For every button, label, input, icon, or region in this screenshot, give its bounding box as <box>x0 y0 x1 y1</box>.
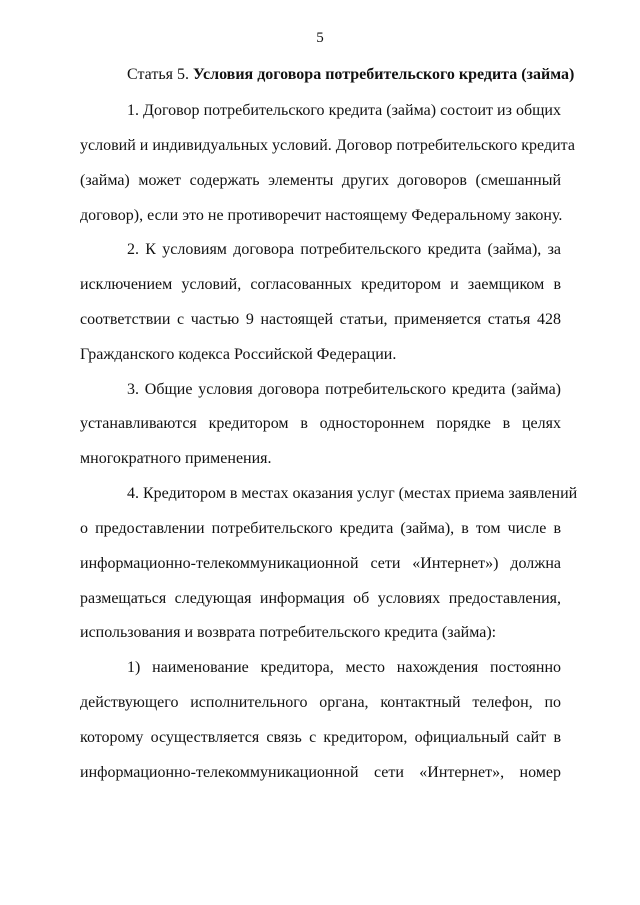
paragraph-3-line-2: устанавливаются кредитором в одностороннем порядке в целях <box>80 415 561 432</box>
paragraph-2-line-1: 2. К условиям договора потребительского кредита (займа), за <box>127 241 561 258</box>
item-1-line-4: информационно-телекоммуникационной сети «Интернет», номер <box>80 764 561 781</box>
paragraph-1-line-3: (займа) может содержать элементы других договоров (смешанный <box>80 172 561 189</box>
paragraph-1-line-2: условий и индивидуальных условий. Договор потребительского кредита <box>80 137 575 154</box>
article-heading <box>127 66 574 84</box>
paragraph-4-line-1: 4. Кредитором в местах оказания услуг (местах приема заявлений <box>127 485 578 502</box>
paragraph-4-line-4: размещаться следующая информация об условиях предоставления, <box>80 590 561 607</box>
item-1-line-1: 1) наименование кредитора, место нахождения постоянно <box>127 659 561 676</box>
paragraph-1-line-4: договор), если это не противоречит настоящему Федеральному закону. <box>80 207 563 224</box>
paragraph-3-line-3: многократного применения. <box>80 450 272 467</box>
paragraph-1-line-1: 1. Договор потребительского кредита (займа) состоит из общих <box>127 102 561 119</box>
paragraph-4-line-3: информационно-телекоммуникационной сети «Интернет») должна <box>80 555 561 572</box>
paragraph-4-line-5: использования и возврата потребительского кредита (займа): <box>80 624 497 641</box>
paragraph-2-line-2: исключением условий, согласованных кредитором и заемщиком в <box>80 276 561 293</box>
item-1-line-2: действующего исполнительного органа, контактный телефон, по <box>80 694 561 711</box>
article-title: Условия договора потребительского кредита (займа) <box>192 66 575 83</box>
paragraph-4-line-2: о предоставлении потребительского кредита (займа), в том числе в <box>80 520 561 537</box>
paragraph-3-line-1: 3. Общие условия договора потребительского кредита (займа) <box>127 381 561 398</box>
item-1-line-3: которому осуществляется связь с кредитором, официальный сайт в <box>80 729 561 746</box>
page-number: 5 <box>316 30 324 46</box>
article-prefix: Статья 5. <box>127 66 189 83</box>
paragraph-2-line-4: Гражданского кодекса Российской Федерации. <box>80 346 397 363</box>
paragraph-2-line-3: соответствии с частью 9 настоящей статьи, применяется статья 428 <box>80 311 561 328</box>
